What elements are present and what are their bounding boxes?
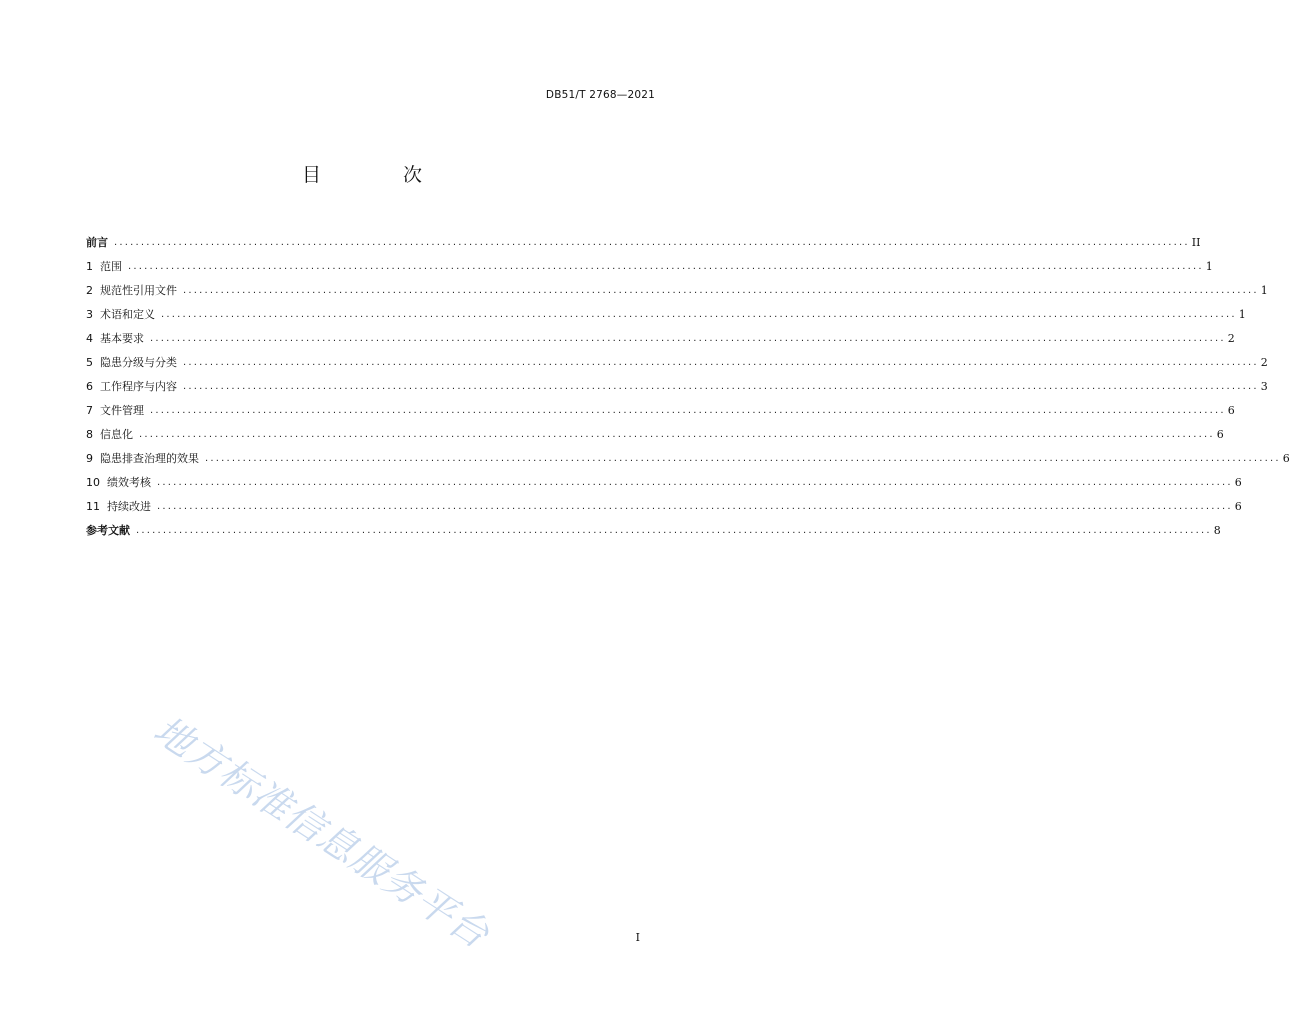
toc-entry-label — [86, 475, 157, 491]
toc-entry-page: 6 — [1216, 428, 1224, 441]
toc-entry-number: 8 — [86, 428, 93, 441]
toc-entry-title: 工作程序与内容 — [100, 380, 177, 393]
toc-leader-dots: ........................................................................................................................................................................................................ — [139, 429, 1215, 440]
toc-leader-dots: ........................................................................................................................................................................................................ — [150, 405, 1226, 416]
toc-entry[interactable] — [86, 355, 1268, 379]
toc-entry[interactable] — [86, 475, 1242, 499]
toc-entry-number: 7 — [86, 404, 93, 417]
toc-entry-title: 范围 — [100, 260, 122, 273]
toc-leader-dots: ........................................................................................................................................................................................................ — [150, 333, 1226, 344]
toc-leader-dots: ........................................................................................................................................................................................................ — [205, 453, 1281, 464]
toc-entry-title: 参考文献 — [86, 524, 130, 537]
toc-entry-number: 4 — [86, 332, 93, 345]
toc-leader-dots: ........................................................................................................................................................................................................ — [128, 261, 1204, 272]
toc-leader-dots: ........................................................................................................................................................................................................ — [114, 237, 1190, 248]
toc-entry-page: 1 — [1205, 260, 1213, 273]
toc-leader-dots: ........................................................................................................................................................................................................ — [136, 525, 1212, 536]
toc-entry[interactable] — [86, 235, 1201, 259]
toc-leader-dots: ........................................................................................................................................................................................................ — [157, 501, 1233, 512]
toc-leader-dots: ........................................................................................................................................................................................................ — [183, 381, 1259, 392]
toc-entry-title: 文件管理 — [100, 404, 144, 417]
toc-entry-label — [86, 451, 205, 467]
toc-entry-title: 持续改进 — [107, 500, 151, 513]
toc-entry-label — [86, 403, 150, 419]
document-code: DB51/T 2768—2021 — [545, 89, 655, 101]
toc-entry-label — [86, 307, 161, 323]
toc-entry-page: 1 — [1238, 308, 1246, 321]
toc-entry-page: 6 — [1282, 452, 1290, 465]
watermark: 地方标准信息服务平台 — [146, 707, 498, 957]
toc-entry-label — [86, 427, 139, 443]
toc-entry-label — [86, 355, 183, 371]
toc-entry-number: 5 — [86, 356, 93, 369]
toc-entry-label — [86, 379, 183, 395]
toc-entry-label — [86, 259, 128, 275]
toc-entry-title: 基本要求 — [100, 332, 144, 345]
toc-entry-number: 11 — [86, 500, 100, 513]
toc-entry-page: 8 — [1213, 524, 1221, 537]
toc-entry-number: 10 — [86, 476, 100, 489]
toc-entry-title: 规范性引用文件 — [100, 284, 177, 297]
toc-entry[interactable] — [86, 307, 1246, 331]
toc-entry[interactable] — [86, 523, 1221, 547]
toc-leader-dots: ........................................................................................................................................................................................................ — [183, 357, 1259, 368]
toc-entry-title: 隐患分级与分类 — [100, 356, 177, 369]
toc-entry[interactable] — [86, 403, 1235, 427]
toc-entry-page: II — [1191, 236, 1201, 249]
toc-entry-label — [86, 283, 183, 299]
toc-entry[interactable] — [86, 283, 1268, 307]
toc-entry-title: 术语和定义 — [100, 308, 155, 321]
toc-entry-title: 前言 — [86, 236, 108, 249]
toc-entry-title: 信息化 — [100, 428, 133, 441]
toc-entry-label — [86, 499, 157, 515]
toc-entry[interactable] — [86, 259, 1213, 283]
toc-entry-number: 2 — [86, 284, 93, 297]
toc-entry-number: 3 — [86, 308, 93, 321]
toc-entry-page: 6 — [1234, 476, 1242, 489]
toc-entry-label — [86, 331, 150, 347]
page-title: 目 次 — [301, 164, 461, 186]
toc-entry-number: 6 — [86, 380, 93, 393]
toc-entry-page: 2 — [1260, 356, 1268, 369]
toc-entry[interactable] — [86, 499, 1242, 523]
toc-leader-dots: ........................................................................................................................................................................................................ — [157, 477, 1233, 488]
toc-leader-dots: ........................................................................................................................................................................................................ — [161, 309, 1237, 320]
toc-entry[interactable] — [86, 331, 1235, 355]
toc-entry[interactable] — [86, 451, 1290, 475]
toc-entry-number: 9 — [86, 452, 93, 465]
toc-entry[interactable] — [86, 379, 1268, 403]
toc-leader-dots: ........................................................................................................................................................................................................ — [183, 285, 1259, 296]
toc-entry-title: 隐患排查治理的效果 — [100, 452, 199, 465]
toc-entry-label — [86, 235, 114, 251]
toc-entry-page: 1 — [1260, 284, 1268, 297]
table-of-contents — [86, 235, 1290, 547]
toc-entry[interactable] — [86, 427, 1224, 451]
toc-entry-title: 绩效考核 — [107, 476, 151, 489]
toc-entry-number: 1 — [86, 260, 93, 273]
toc-entry-page: 2 — [1227, 332, 1235, 345]
page-number: I — [635, 931, 640, 944]
toc-entry-page: 6 — [1234, 500, 1242, 513]
toc-entry-page: 6 — [1227, 404, 1235, 417]
toc-entry-label — [86, 523, 136, 539]
toc-entry-page: 3 — [1260, 380, 1268, 393]
